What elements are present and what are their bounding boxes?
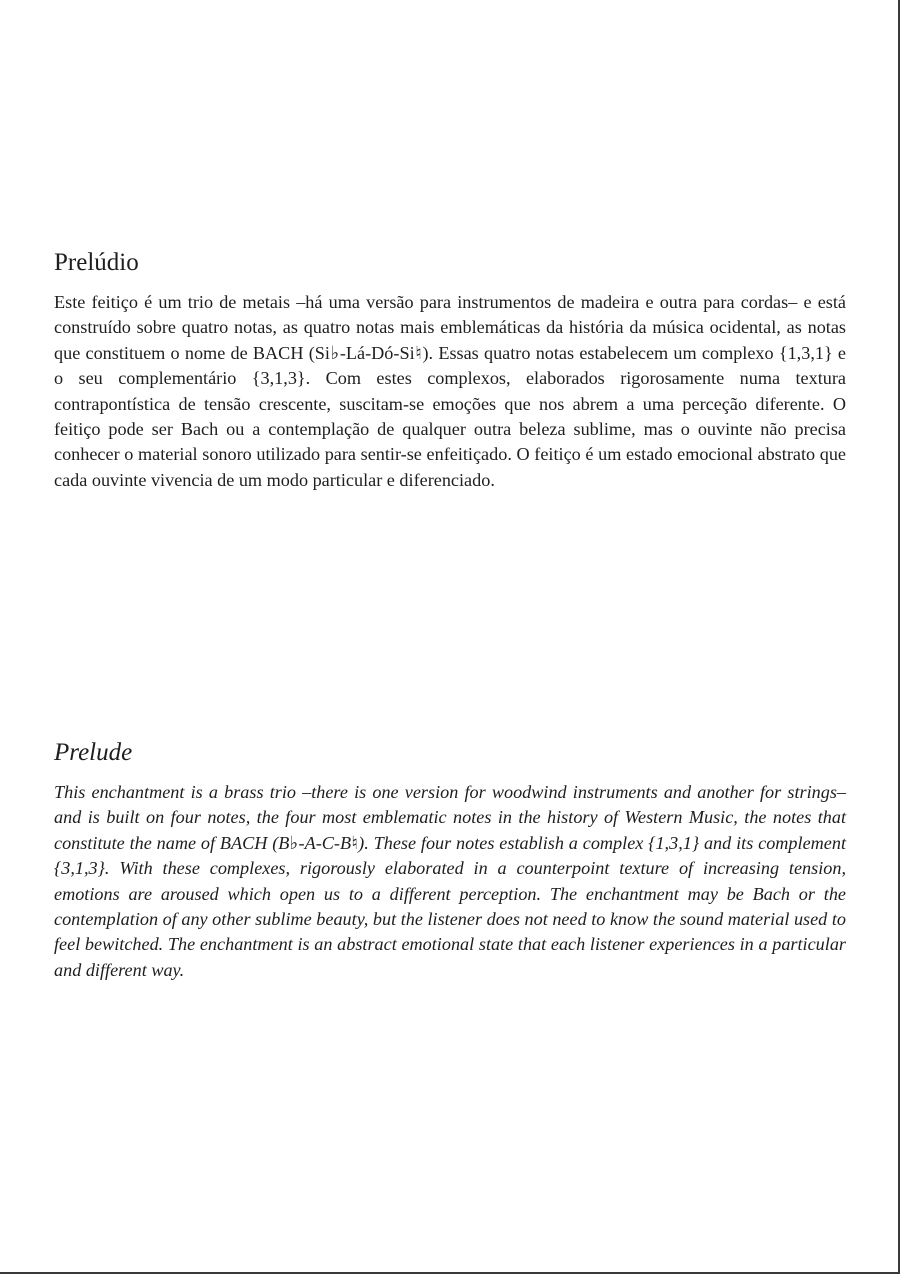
english-paragraph: This enchantment is a brass trio –there is one version for woodwind instruments and another for strings– and is built on four notes, the four most emblematic notes in the history of Western Music, the notes that constitute the name of BACH (B♭-A-C-B♮). These four notes establish a complex {1,3,1} and its complement {3,1,3}. With these complexes, rigorously elaborated in a counterpoint texture of increasing tension, emotions are aroused which open us to a different perception. The enchantment may be Bach or the contemplation of any other sublime beauty, but the listener does not need to know the sound material used to feel bewitched. The enchantment is an abstract emotional state that each listener experiences in a particular and different way.	[54, 782, 846, 980]
portuguese-heading: Prelúdio	[54, 249, 139, 276]
portuguese-section	[54, 246, 846, 493]
english-heading: Prelude	[54, 739, 133, 766]
english-section	[54, 736, 846, 983]
portuguese-paragraph: Este feitiço é um trio de metais –há uma versão para instrumentos de madeira e outra para cordas– e está construído sobre quatro notas, as quatro notas mais emblemáticas da história da música ocidental, as notas que constituem o nome de BACH (Si♭-Lá-Dó-Si♮). Essas quatro notas estabelecem um complexo {1,3,1} e o seu complementário {3,1,3}. Com estes complexos, elaborados rigorosamente numa textura contrapontística de tensão crescente, suscitam-se emoções que nos abrem a uma perceção diferente. O feitiço pode ser Bach ou a contemplação de qualquer outra beleza sublime, mas o ouvinte não precisa conhecer o material sonoro utilizado para sentir-se enfeitiçado. O feitiço é um estado emocional abstrato que cada ouvinte vivencia de um modo particular e diferenciado.	[54, 292, 846, 490]
